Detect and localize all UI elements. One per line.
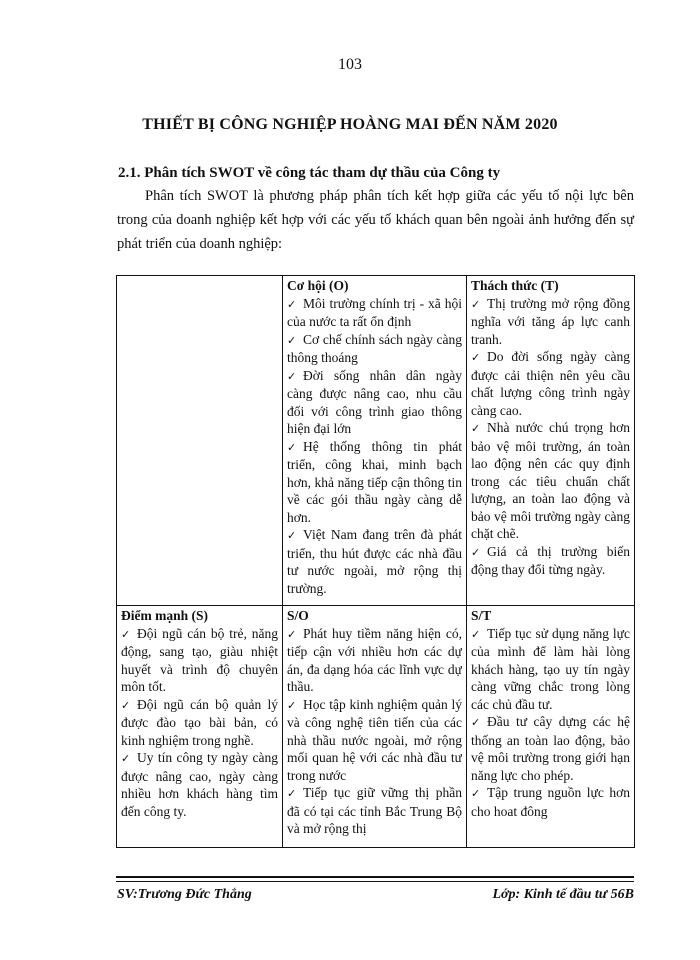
checkmark-icon: ✓ — [287, 787, 297, 800]
list-item-text: Môi trường chính trị - xã hội của nước ta rất ổn định — [287, 295, 462, 329]
checkmark-icon: ✓ — [121, 698, 131, 712]
checkmark-icon: ✓ — [471, 297, 481, 311]
checkmark-icon: ✓ — [287, 698, 297, 712]
list-item — [471, 543, 630, 579]
section-heading: 2.1. Phân tích SWOT về công tác tham dự thầu của Công ty — [118, 165, 501, 181]
list-item-text: Do đời sống ngày càng được cải thiện nên yêu cầu chất lượng công trình ngày càng cao. — [471, 349, 630, 418]
list-item — [287, 367, 462, 438]
checkmark-icon: ✓ — [287, 369, 297, 383]
list-item-text: Đầu tư cây dựng các hệ thống an toàn lao động, bảo vệ môi trường trong giới hạn năng lực cho phép. — [471, 714, 630, 783]
footer-rule-thick — [116, 876, 634, 878]
list-item — [287, 784, 462, 838]
list-item — [287, 696, 462, 785]
opportunities-header: Cơ hội (O) — [287, 278, 349, 293]
list-item-text: Cơ chế chính sách ngày càng thông thoáng — [287, 331, 462, 365]
list-item-text: Giá cả thị trường biến động thay đổi từng ngày. — [471, 543, 630, 577]
list-item — [287, 438, 462, 527]
checkmark-icon: ✓ — [287, 297, 297, 311]
list-item — [471, 295, 630, 349]
checkmark-icon: ✓ — [287, 333, 297, 347]
list-item — [287, 295, 462, 331]
threats-header: Thách thức (T) — [471, 278, 559, 293]
list-item-text: Tiếp tục sử dụng năng lực của mình để làm hài lòng khách hàng, tạo uy tín ngày càng vững chắc trong lòng các chủ đầu tư. — [471, 625, 630, 712]
swot-row-s — [117, 606, 635, 848]
footer-class: Lớp: Kinh tế đầu tư 56B — [492, 887, 634, 902]
swot-table — [116, 275, 635, 848]
list-item-text: Nhà nước chú trọng hơn bảo vệ môi trường, án toàn lao động nên các quy định trong các tiêu chuẩn chất lượng, an toàn lao động và bảo vệ môi trường ngày càng chặt chẽ. — [471, 420, 630, 541]
list-item-text: Hệ thống thông tin phát triển, công khai, minh bạch hơn, khả năng tiếp cận thông tin về các gói thầu ngày càng dễ hơn. — [287, 438, 462, 525]
list-item-text: Tập trung nguồn lực hơn cho hoat đông — [471, 785, 630, 819]
checkmark-icon: ✓ — [471, 545, 481, 559]
checkmark-icon: ✓ — [121, 752, 131, 765]
list-item-text: Đội ngũ cán bộ quản lý được đào tạo bài bản, có kinh nghiệm trong nghề. — [121, 696, 278, 748]
intro-text: Phân tích SWOT là phương pháp phân tích kết hợp giữa các yếu tố nội lực bên trong của doanh nghiệp kết hợp với các yếu tố khách quan bên ngoài ảnh hưởng đến sự phát triển của doanh nghiệp: — [117, 188, 634, 252]
swot-row-ot — [117, 276, 635, 606]
list-item-text: Học tập kinh nghiệm quản lý và công nghệ tiên tiến của các nhà thầu nước ngoài, mở rộng mối quan hệ với các nhà đầu tư trong nước — [287, 696, 462, 783]
list-item — [121, 749, 278, 820]
strengths-header: Điểm mạnh (S) — [121, 608, 208, 623]
checkmark-icon: ✓ — [121, 627, 131, 641]
list-item-text: Thị trường mở rộng đồng nghĩa với tăng áp lực canh tranh. — [471, 295, 630, 347]
so-header: S/O — [287, 608, 309, 623]
list-item-text: Tiếp tục giữ vững thị phần đã có tại các tỉnh Bắc Trung Bộ và mở rộng thị — [287, 785, 462, 836]
page-number: 103 — [338, 56, 362, 73]
checkmark-icon: ✓ — [287, 529, 297, 542]
empty-corner-cell — [117, 276, 283, 606]
list-item — [287, 625, 462, 696]
checkmark-icon: ✓ — [471, 787, 481, 800]
st-cell — [467, 606, 635, 848]
strengths-list — [121, 625, 278, 821]
list-item-text: Đội ngũ cán bộ trẻ, năng động, sang tạo, giàu nhiệt huyết và trình độ chuyên môn tốt. — [121, 625, 278, 694]
threats-list — [471, 295, 630, 579]
list-item — [121, 696, 278, 750]
list-item-text: Phát huy tiềm năng hiện có, tiếp cận với nhiều hơn các dự án, đa dạng hóa các lĩnh vực dự thầu. — [287, 625, 462, 694]
opportunities-list — [287, 295, 462, 598]
list-item — [471, 419, 630, 543]
checkmark-icon: ✓ — [287, 627, 297, 641]
list-item — [471, 713, 630, 784]
so-cell — [283, 606, 467, 848]
checkmark-icon: ✓ — [471, 422, 481, 435]
list-item — [121, 625, 278, 696]
checkmark-icon: ✓ — [471, 716, 481, 729]
list-item — [471, 625, 630, 714]
st-header: S/T — [471, 608, 492, 623]
checkmark-icon: ✓ — [471, 627, 481, 641]
document-title: THIẾT BỊ CÔNG NGHIỆP HOÀNG MAI ĐẾN NĂM 2020 — [142, 116, 558, 133]
threats-cell — [467, 276, 635, 606]
list-item — [471, 348, 630, 419]
footer-student: SV:Trương Đức Thắng — [117, 887, 252, 902]
list-item-text: Đời sống nhân dân ngày càng được nâng cao, nhu cầu đối với công trình giao thông hiện đại lớn — [287, 367, 462, 436]
so-list — [287, 625, 462, 838]
list-item — [287, 331, 462, 367]
strengths-cell — [117, 606, 283, 848]
checkmark-icon: ✓ — [471, 351, 481, 364]
checkmark-icon: ✓ — [287, 440, 297, 454]
intro-paragraph — [117, 184, 634, 256]
list-item — [287, 526, 462, 597]
st-list — [471, 625, 630, 821]
opportunities-cell — [283, 276, 467, 606]
list-item-text: Việt Nam đang trên đà phát triển, thu hút được các nhà đầu tư nước ngoài, mở rộng thị trường. — [287, 527, 462, 596]
list-item — [471, 784, 630, 820]
footer-rule-thin — [116, 881, 634, 882]
list-item-text: Uy tín công ty ngày càng được nâng cao, ngày càng nhiều hơn khách hàng tìm đến công ty. — [121, 750, 278, 819]
